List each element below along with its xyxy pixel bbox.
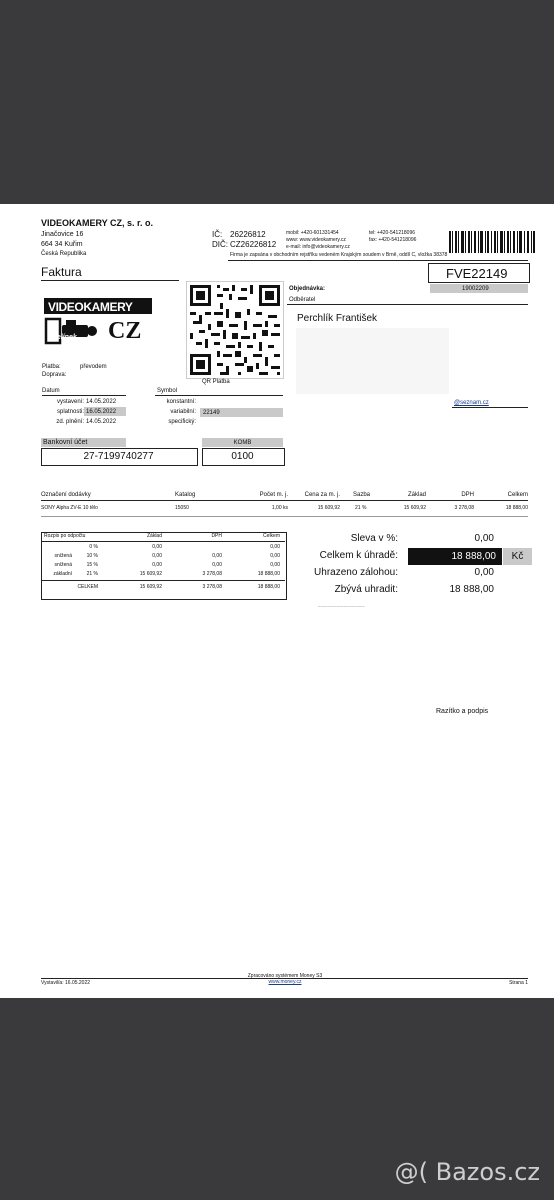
footer-page: Strana 1: [509, 980, 528, 986]
vat-note-scribble: ~~~~~~~~~~~~~~~~~~~~: [318, 604, 365, 609]
items-header-name: Označení dodávky: [41, 492, 91, 498]
item-price: 15 609,92: [317, 505, 340, 511]
vat-row-rate: 15 %: [86, 562, 98, 568]
vat-row-vat: 3 278,08: [202, 571, 222, 577]
logo-brand: Jelínek: [53, 334, 77, 341]
vat-total-total: 18 888,00: [257, 584, 280, 590]
transport-label: Doprava:: [42, 372, 67, 378]
remaining-value: 18 888,00: [449, 584, 494, 595]
email-rule: [452, 407, 528, 408]
item-total: 18 888,00: [505, 505, 528, 511]
dates-header: Datum: [42, 388, 60, 394]
item-rate: 21 %: [355, 505, 367, 511]
payment-method-label: Platba:: [42, 364, 61, 370]
item-qty: 1,00 ks: [271, 505, 288, 511]
vat-row-base: 0,00: [152, 553, 162, 559]
bazos-watermark: @( Bazos.cz: [394, 1158, 540, 1186]
discount-label: Sleva v %:: [350, 533, 398, 544]
vat-row-vat: 0,00: [212, 553, 222, 559]
customer-email[interactable]: @seznam.cz: [454, 400, 489, 406]
total-due-label: Celkem k úhradě:: [319, 550, 398, 561]
vat-row-base: 15 609,92: [139, 571, 162, 577]
taxable-date: 14.05.2022: [86, 419, 117, 425]
vat-total-base: 15 609,92: [139, 584, 162, 590]
symbols-header: Symbol: [157, 388, 178, 394]
vat-header-rule: [41, 541, 285, 542]
vat-row-type: snížená: [54, 553, 72, 559]
var-symbol-label: variabilní:: [170, 409, 196, 415]
supplier-mobil: mobil: +420-601331454: [286, 230, 339, 236]
supplier-tel: tel: +420-541218096: [369, 230, 416, 236]
vat-header-total: Celkem: [263, 533, 280, 539]
items-header-rule: [41, 500, 528, 501]
vat-row-total: 0,00: [270, 562, 280, 568]
qr-caption: QR Platba: [202, 379, 230, 385]
vat-row-type: snížená: [54, 562, 72, 568]
dic-value: CZ26226812: [230, 240, 277, 249]
items-end-rule: [41, 516, 528, 517]
supplier-country: Česká Republika: [41, 251, 87, 257]
vat-row-total: 0,00: [270, 553, 280, 559]
issued-date: 14.05.2022: [86, 399, 117, 405]
registration-note: Firma je zapsána v obchodním rejstříku vedeném Krajským soudem v Brně, oddíl C, vložka 38378: [230, 252, 448, 258]
vat-row-type: základní: [53, 571, 72, 577]
bank-account: 27-7199740277: [83, 451, 154, 462]
vat-row-rate: 0 %: [89, 544, 98, 550]
spec-symbol-label: specifický:: [168, 419, 196, 425]
customer-label: Odběratel: [289, 297, 316, 303]
var-symbol-value: 22149: [203, 410, 220, 416]
item-vat: 3 278,08: [454, 505, 474, 511]
title-rule: [41, 280, 179, 281]
supplier-fax: fax: +420-541218096: [369, 237, 417, 243]
bank-account-label: Bankovní účet: [43, 439, 88, 446]
qr-code-icon: [186, 281, 284, 379]
doc-title: Faktura: [41, 265, 82, 279]
symbols-rule: [155, 395, 283, 396]
issued-label: vystavení:: [56, 399, 84, 405]
items-header-base: Základ: [407, 492, 426, 498]
item-name: SONY Alpha ZV-E 10 tělo: [41, 505, 98, 511]
items-header-rate: Sazba: [353, 492, 371, 498]
barcode-icon: [449, 231, 535, 253]
discount-value: 0,00: [474, 533, 494, 544]
vat-total-rule: [41, 580, 285, 581]
total-due-value: 18 888,00: [451, 551, 496, 562]
items-header-qty: Počet m. j.: [259, 492, 288, 498]
vat-row-vat: 0,00: [212, 562, 222, 568]
dates-rule: [42, 395, 126, 396]
bank-code-label: KOMB: [233, 440, 252, 446]
signature-note: Razítko a podpis: [436, 708, 489, 715]
item-base: 15 609,92: [403, 505, 426, 511]
supplier-city: 664 34 Kuřim: [41, 241, 83, 248]
videokamery-logo: VIDEOKAMERY: [44, 298, 152, 314]
vat-total-label: CELKEM: [77, 584, 98, 590]
customer-address-redacted: [296, 328, 449, 394]
due-label: splatnosti:: [56, 409, 84, 415]
vat-header-vat: DPH: [211, 533, 222, 539]
order-label: Objednávka:: [289, 286, 326, 292]
items-header-catalog: Katalog: [175, 492, 196, 498]
footer-system-link[interactable]: www.money.cz: [268, 979, 302, 985]
header-rule: [228, 260, 528, 261]
due-date: 16.05.2022: [86, 409, 117, 415]
const-symbol-label: konstantní:: [166, 399, 196, 405]
customer-rule: [287, 304, 528, 305]
vat-header-base: Základ: [146, 533, 162, 539]
supplier-email: e-mail: info@videokamery.cz: [286, 244, 350, 250]
customer-name: Perchlík František: [297, 313, 378, 324]
remaining-label: Zbývá uhradit:: [334, 584, 398, 595]
vat-row-total: 18 888,00: [257, 571, 280, 577]
items-header-total: Celkem: [507, 492, 528, 498]
doc-number: FVE22149: [446, 266, 508, 281]
items-header-vat: DPH: [461, 492, 474, 498]
items-header-price: Cena za m. j.: [304, 492, 340, 498]
currency: Kč: [511, 551, 524, 562]
advance-value: 0,00: [474, 567, 494, 578]
footer-system: Zpracováno systémem Money S3: [247, 973, 323, 979]
vat-row-total: 0,00: [270, 544, 280, 550]
vat-row-base: 0,00: [152, 544, 162, 550]
vat-row-base: 0,00: [152, 562, 162, 568]
order-value: 19002209: [462, 286, 489, 292]
payment-method-value: převodem: [80, 364, 107, 370]
footer-issued-by: Vystavil/a: 16.05.2022: [41, 980, 91, 986]
invoice-page: [0, 204, 554, 998]
vat-row-rate: 21 %: [86, 571, 98, 577]
vat-total-vat: 3 278,08: [202, 584, 222, 590]
bank-code: 0100: [231, 451, 254, 462]
supplier-name: VIDEOKAMERY CZ, s. r. o.: [41, 218, 154, 228]
logo-cz: CZ: [108, 318, 142, 344]
vat-header-label: Rozpis po odpočtu: [44, 533, 86, 539]
supplier-www: www: www.videokamery.cz: [286, 237, 346, 243]
taxable-label: zd. plnění:: [56, 419, 84, 425]
dic-label: DIČ:: [212, 240, 228, 249]
supplier-street: Jinačovice 16: [41, 231, 84, 238]
ic-value: 26226812: [230, 230, 266, 239]
item-catalog: 15050: [175, 505, 189, 511]
advance-label: Uhrazeno zálohou:: [314, 567, 398, 578]
vat-row-rate: 10 %: [86, 553, 98, 559]
ic-label: IČ:: [212, 230, 223, 239]
